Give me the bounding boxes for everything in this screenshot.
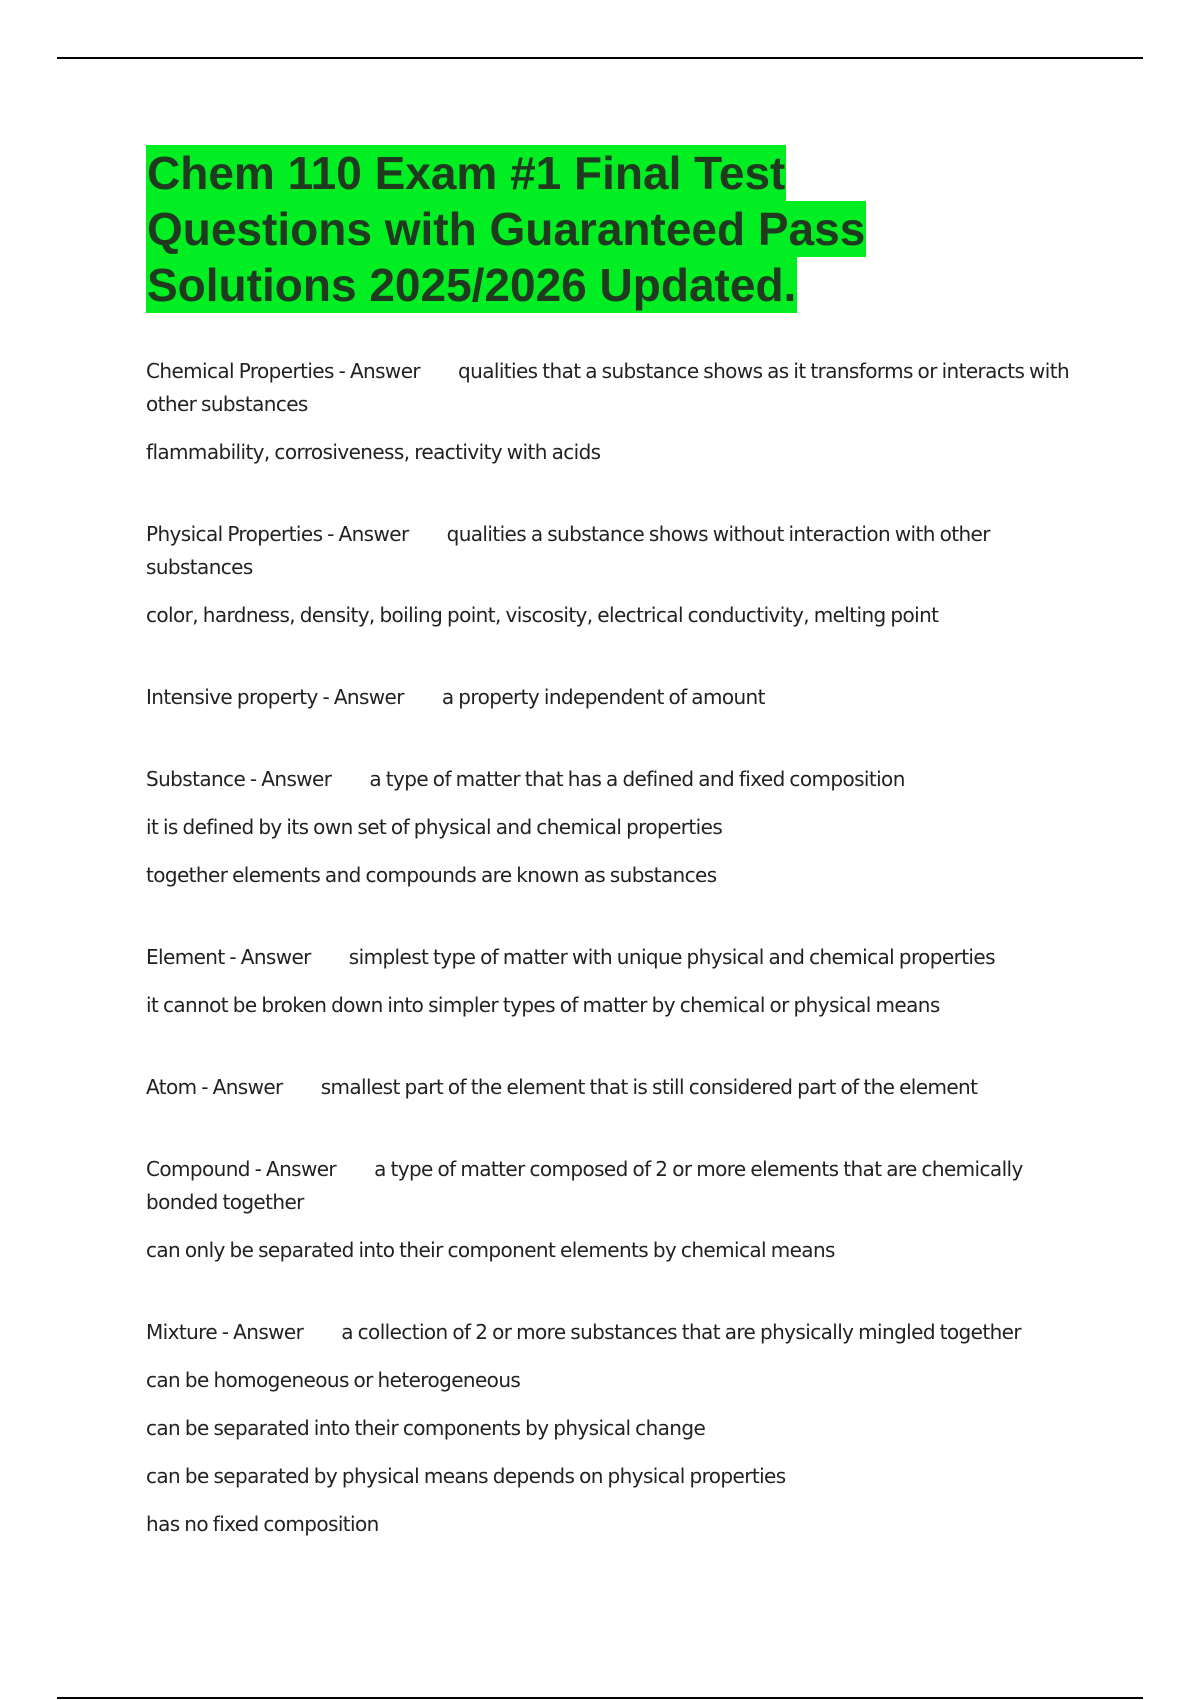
qa-question <box>146 763 1076 796</box>
qa-term: Chemical Properties - Answer <box>146 359 421 383</box>
qa-item <box>146 1071 1076 1104</box>
qa-extra-line: it cannot be broken down into simpler types of matter by chemical or physical means <box>146 993 940 1017</box>
qa-term: Physical Properties - Answer <box>146 522 409 546</box>
qa-extra-line: can be separated by physical means depends on physical properties <box>146 1464 786 1488</box>
qa-question <box>146 1316 1076 1349</box>
qa-item <box>146 1316 1076 1541</box>
title-line-1: Chem 110 Exam #1 Final Test <box>147 147 786 199</box>
qa-term: Compound - Answer <box>146 1157 337 1181</box>
document-title <box>146 145 1076 313</box>
qa-definition: a property independent of amount <box>441 685 765 709</box>
qa-question <box>146 941 1076 974</box>
qa-question <box>146 518 1076 584</box>
qa-question <box>146 1071 1076 1104</box>
qa-extra-line: can be separated into their components by physical change <box>146 1416 706 1440</box>
qa-question <box>146 681 1076 714</box>
footer-rule <box>57 1697 1143 1699</box>
qa-extra-line: color, hardness, density, boiling point, viscosity, electrical conductivity, melting point <box>146 603 939 627</box>
qa-extra-line: has no fixed composition <box>146 1512 379 1536</box>
qa-definition: a type of matter that has a defined and fixed composition <box>369 767 905 791</box>
title-line-2: Questions with Guaranteed Pass <box>147 203 866 255</box>
qa-item <box>146 941 1076 1022</box>
header-rule <box>57 57 1143 59</box>
qa-term: Element - Answer <box>146 945 311 969</box>
qa-extra-line: can only be separated into their component elements by chemical means <box>146 1238 835 1262</box>
qa-definition: qualities that a substance shows as it transforms or interacts with other substances <box>146 359 1070 416</box>
qa-item <box>146 681 1076 714</box>
qa-term: Atom - Answer <box>146 1075 283 1099</box>
qa-item <box>146 1153 1076 1267</box>
document-body <box>146 145 1076 1590</box>
qa-definition: simplest type of matter with unique physical and chemical properties <box>348 945 995 969</box>
qa-term: Substance - Answer <box>146 767 332 791</box>
title-line-3: Solutions 2025/2026 Updated. <box>147 259 797 311</box>
qa-definition: a collection of 2 or more substances that are physically mingled together <box>341 1320 1022 1344</box>
qa-question <box>146 355 1076 421</box>
qa-term: Mixture - Answer <box>146 1320 304 1344</box>
qa-item <box>146 763 1076 892</box>
qa-list <box>146 355 1076 1541</box>
qa-definition: a type of matter composed of 2 or more elements that are chemically bonded together <box>146 1157 1023 1214</box>
qa-question <box>146 1153 1076 1219</box>
qa-extra-line: it is defined by its own set of physical and chemical properties <box>146 815 723 839</box>
qa-definition: smallest part of the element that is still considered part of the element <box>320 1075 978 1099</box>
qa-item <box>146 355 1076 469</box>
qa-extra-line: together elements and compounds are known as substances <box>146 863 717 887</box>
qa-extra-line: can be homogeneous or heterogeneous <box>146 1368 521 1392</box>
qa-definition: qualities a substance shows without interaction with other substances <box>146 522 990 579</box>
qa-item <box>146 518 1076 632</box>
qa-term: Intensive property - Answer <box>146 685 404 709</box>
qa-extra-line: flammability, corrosiveness, reactivity with acids <box>146 440 601 464</box>
